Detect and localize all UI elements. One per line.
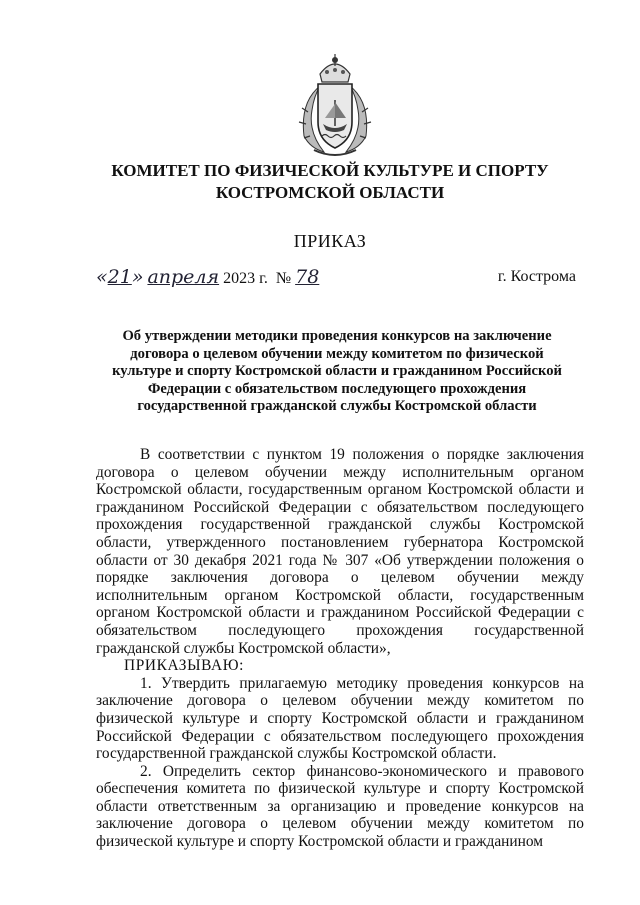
item-2-paragraph: 2. Определить сектор финансово-экономического и правового обеспечения комитета по физической культуре и спорту Костромской области ответственным за организацию и проведение конкурсов на заключение договора о целевом обучении между комитетом по физической культуре и спорту Костромской области и гражданином (96, 762, 584, 851)
date-number-line (96, 262, 576, 290)
command-word: ПРИКАЗЫВАЮ: (124, 657, 245, 675)
preamble-paragraph: В соответствии с пунктом 19 положения о порядке заключения договора о целевом обучении между исполнительным органом Костромской области, государственным органом Костромской области и гражданином Российской Федерации с обязательством последующего прохождения государственной гражданской службы Костромской области, утвержденного постановлением губернатора Костромской области от 30 декабря 2021 года № 307 «Об утверждении положения о порядке заключения договора о целевом обучении между исполнительным органом Костромской области, государственным органом Костромской области и гражданином Российской Федерации с обязательством последующего прохождения государственной гражданской службы Костромской области», (96, 446, 584, 657)
date-month: апреля (147, 266, 220, 288)
coat-of-arms-emblem (290, 52, 380, 162)
date-open-quote: « (96, 266, 108, 288)
date-year: 2023 г. (223, 270, 268, 287)
order-body (96, 446, 584, 851)
date-day: 21 (107, 266, 132, 288)
item-1-paragraph: 1. Утвердить прилагаемую методику проведения конкурсов на заключение договора о целевом обучении между комитетом по физической культуре и спорту Костромской области и гражданином Российской Федерации с обязательством последующего прохождения государственной гражданской службы Костромской области. (96, 674, 584, 763)
order-number-sign: № (275, 270, 292, 287)
city-name: г. Кострома (497, 268, 576, 285)
committee-title: КОМИТЕТ ПО ФИЗИЧЕСКОЙ КУЛЬТУРЕ И СПОРТУ КОСТРОМСКОЙ ОБЛАСТИ (111, 161, 549, 202)
order-heading: Об утверждении методики проведения конкурсов на заключение договора о целевом обучении между комитетом по физической культуре и спорту Костромской области и гражданином Российской Федерации с обязательством последующего прохождения государственной гражданской службы Костромской области (112, 328, 562, 415)
document-type-title: ПРИКАЗ (293, 231, 367, 251)
date-close-quote: » (131, 266, 144, 288)
order-number: 78 (295, 266, 320, 288)
